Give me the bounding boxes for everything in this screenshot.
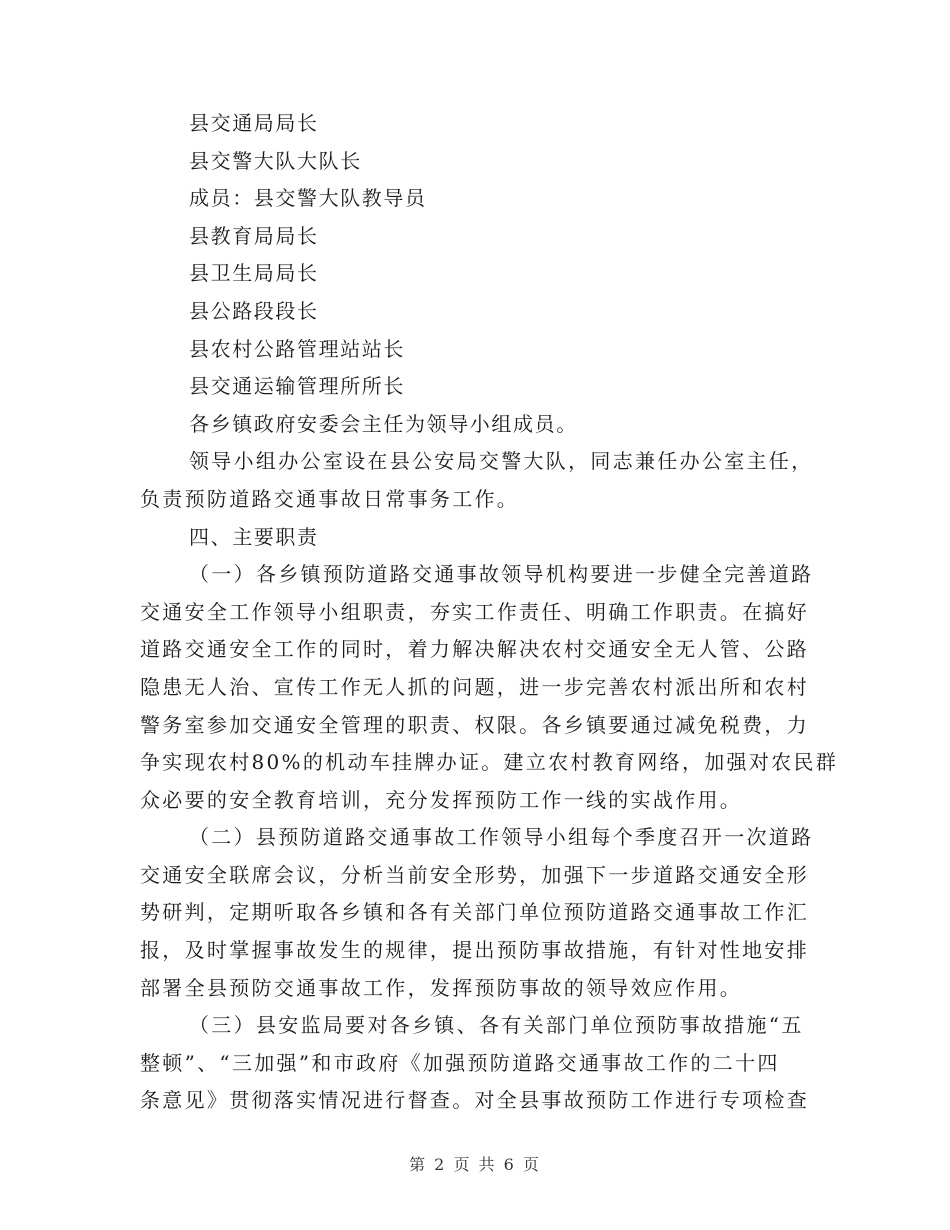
member-line: 县交警大队大队长 <box>189 148 362 173</box>
paragraph-line: 负责预防道路交通事故日常事务工作。 <box>140 486 520 511</box>
paragraph-line: （一）各乡镇预防道路交通事故领导机构要进一步健全完善道路 <box>189 562 814 587</box>
paragraph-line: 众必要的安全教育培训，充分发挥预防工作一线的实战作用。 <box>140 787 743 812</box>
paragraph-line: （三）县安监局要对各乡镇、各有关部门单位预防事故措施“五 <box>189 1013 804 1038</box>
paragraph-line: 交通安全工作领导小组职责，夯实工作责任、明确工作职责。在搞好 <box>140 599 809 624</box>
page-number-footer: 第 2 页 共 6 页 <box>409 1155 541 1174</box>
paragraph-line: 争实现农村80%的机动车挂牌办证。建立农村教育网络，加强对农民群 <box>140 750 839 775</box>
office-paragraph <box>140 443 812 518</box>
member-line: 县交通局局长 <box>189 111 319 135</box>
document-body <box>140 105 839 1120</box>
paragraph-line: 势研判，定期听取各乡镇和各有关部门单位预防道路交通事故工作汇 <box>140 900 809 925</box>
duty-paragraph-3 <box>140 1007 812 1120</box>
member-line: 各乡镇政府安委会主任为领导小组成员。 <box>189 411 578 436</box>
member-line: 县交通运输管理所所长 <box>189 374 405 399</box>
paragraph-line: 条意见》贯彻落实情况进行督查。对全县事故预防工作进行专项检查 <box>140 1088 809 1113</box>
member-line: 县卫生局局长 <box>189 261 319 286</box>
paragraph-line: 道路交通安全工作的同时，着力解决解决农村交通安全无人管、公路 <box>140 637 809 662</box>
section-heading: 四、主要职责 <box>189 524 319 549</box>
duty-paragraph-1 <box>140 556 839 819</box>
paragraph-line: 整顿”、“三加强”和市政府《加强预防道路交通事故工作的二十四 <box>140 1050 780 1075</box>
paragraph-line: 报，及时掌握事故发生的规律，提出预防事故措施，有针对性地安排 <box>140 938 809 963</box>
member-line: 成员：县交警大队教导员 <box>189 186 427 211</box>
paragraph-line: 部署全县预防交通事故工作，发挥预防事故的领导效应作用。 <box>140 975 743 1000</box>
duty-paragraph-2 <box>140 819 812 1007</box>
paragraph-line: 隐患无人治、宣传工作无人抓的问题，进一步完善农村派出所和农村 <box>140 674 809 699</box>
paragraph-line: 交通安全联席会议，分析当前安全形势，加强下一步道路交通安全形 <box>140 862 809 887</box>
paragraph-line: 领导小组办公室设在县公安局交警大队，同志兼任办公室主任， <box>189 449 814 474</box>
member-line: 县公路段段长 <box>189 298 319 323</box>
paragraph-line: （二）县预防道路交通事故工作领导小组每个季度召开一次道路 <box>189 825 814 850</box>
member-line: 县教育局局长 <box>189 223 319 248</box>
paragraph-line: 警务室参加交通安全管理的职责、权限。各乡镇要通过减免税费，力 <box>140 712 809 737</box>
member-line: 县农村公路管理站站长 <box>189 336 405 361</box>
